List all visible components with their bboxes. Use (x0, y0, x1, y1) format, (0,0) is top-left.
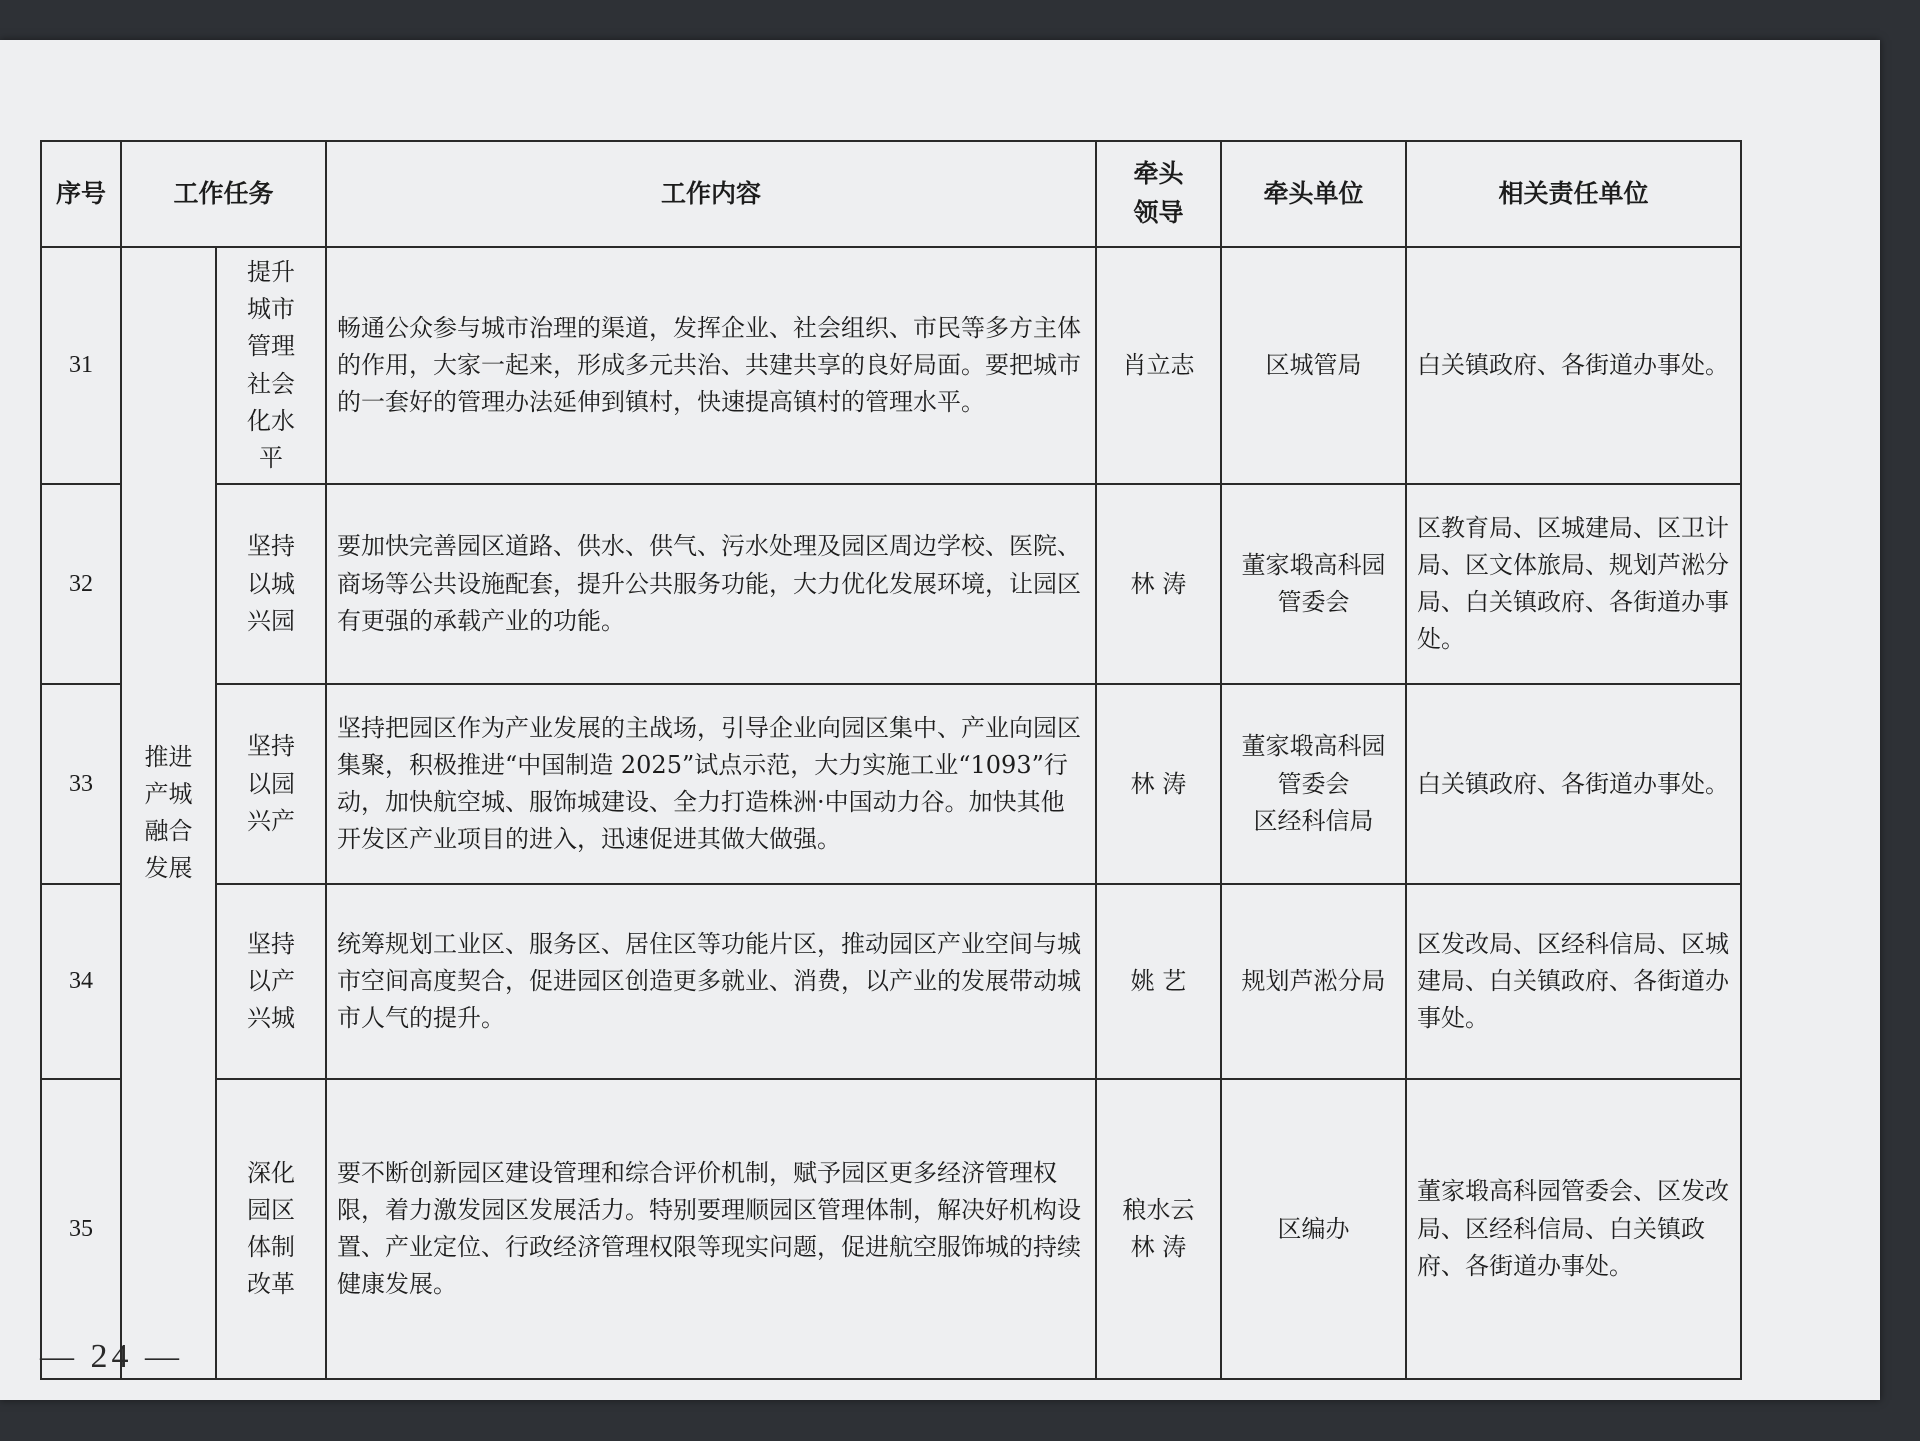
work-content: 畅通公众参与城市治理的渠道，发挥企业、社会组织、市民等多方主体的作用，大家一起来，形成多元共治、共建共享的良好局面。要把城市的一套好的管理办法延伸到镇村，快速提高镇村的管理水平。 (326, 247, 1096, 484)
lead-unit: 董家塅高科园管委会 (1221, 484, 1406, 684)
sub-task (216, 884, 326, 1079)
row-number: 31 (41, 247, 121, 484)
header-content: 工作内容 (326, 141, 1096, 247)
sub-task-label: 坚持以园兴产 (246, 732, 295, 835)
sub-task-label: 坚持以城兴园 (246, 532, 295, 635)
row-number: 35 (41, 1079, 121, 1379)
related-units: 董家塅高科园管委会、区发改局、区经科信局、白关镇政府、各街道办事处。 (1406, 1079, 1741, 1379)
work-task-table (40, 140, 1742, 1380)
lead-leader: 肖立志 (1096, 247, 1221, 484)
header-lead-unit: 牵头单位 (1221, 141, 1406, 247)
work-content: 要不断创新园区建设管理和综合评价机制，赋予园区更多经济管理权限，着力激发园区发展活力。特别要理顺园区管理体制，解决好机构设置、产业定位、行政经济管理权限等现实问题，促进航空服饰城的持续健康发展。 (326, 1079, 1096, 1379)
table-row (41, 247, 1741, 484)
header-num: 序号 (41, 141, 121, 247)
related-units: 白关镇政府、各街道办事处。 (1406, 247, 1741, 484)
sub-task (216, 684, 326, 884)
lead-unit: 区城管局 (1221, 247, 1406, 484)
header-related: 相关责任单位 (1406, 141, 1741, 247)
header-task: 工作任务 (121, 141, 326, 247)
table-row (41, 484, 1741, 684)
related-units: 区发改局、区经科信局、区城建局、白关镇政府、各街道办事处。 (1406, 884, 1741, 1079)
related-units: 区教育局、区城建局、区卫计局、区文体旅局、规划芦淞分局、白关镇政府、各街道办事处。 (1406, 484, 1741, 684)
document-page (0, 40, 1880, 1400)
row-number: 33 (41, 684, 121, 884)
row-number: 32 (41, 484, 121, 684)
group-task-cell (121, 247, 216, 1379)
lead-unit: 规划芦淞分局 (1221, 884, 1406, 1079)
sub-task (216, 247, 326, 484)
sub-task-label: 提升城市管理社会化水平 (246, 258, 295, 472)
related-units: 白关镇政府、各街道办事处。 (1406, 684, 1741, 884)
lead-unit: 区编办 (1221, 1079, 1406, 1379)
group-task-label: 推进产城融合发展 (144, 742, 193, 883)
header-leader (1096, 141, 1221, 247)
page-number: — 24 — (40, 1338, 183, 1375)
header-leader-text: 牵头领导 (1133, 159, 1184, 227)
sub-task (216, 1079, 326, 1379)
lead-leader: 姚 艺 (1096, 884, 1221, 1079)
lead-leader: 林 涛 (1096, 684, 1221, 884)
lead-unit: 董家塅高科园管委会 区经科信局 (1221, 684, 1406, 884)
lead-leader: 林 涛 (1096, 484, 1221, 684)
table-header-row (41, 141, 1741, 247)
sub-task-label: 坚持以产兴城 (246, 929, 295, 1033)
sub-task (216, 484, 326, 684)
work-content: 统筹规划工业区、服务区、居住区等功能片区，推动园区产业空间与城市空间高度契合，促进园区创造更多就业、消费，以产业的发展带动城市人气的提升。 (326, 884, 1096, 1079)
sub-task-label: 深化园区体制改革 (246, 1158, 295, 1299)
lead-leader: 稂水云 林 涛 (1096, 1079, 1221, 1379)
work-content: 要加快完善园区道路、供水、供气、污水处理及园区周边学校、医院、商场等公共设施配套，提升公共服务功能，大力优化发展环境，让园区有更强的承载产业的功能。 (326, 484, 1096, 684)
table-row (41, 684, 1741, 884)
row-number: 34 (41, 884, 121, 1079)
table-row (41, 884, 1741, 1079)
work-content: 坚持把园区作为产业发展的主战场，引导企业向园区集中、产业向园区集聚，积极推进“中国制造 2025”试点示范，大力实施工业“1093”行动，加快航空城、服饰城建设、全力打造株洲·中国动力谷。加快其他开发区产业项目的进入，迅速促进其做大做强。 (326, 684, 1096, 884)
table-row (41, 1079, 1741, 1379)
